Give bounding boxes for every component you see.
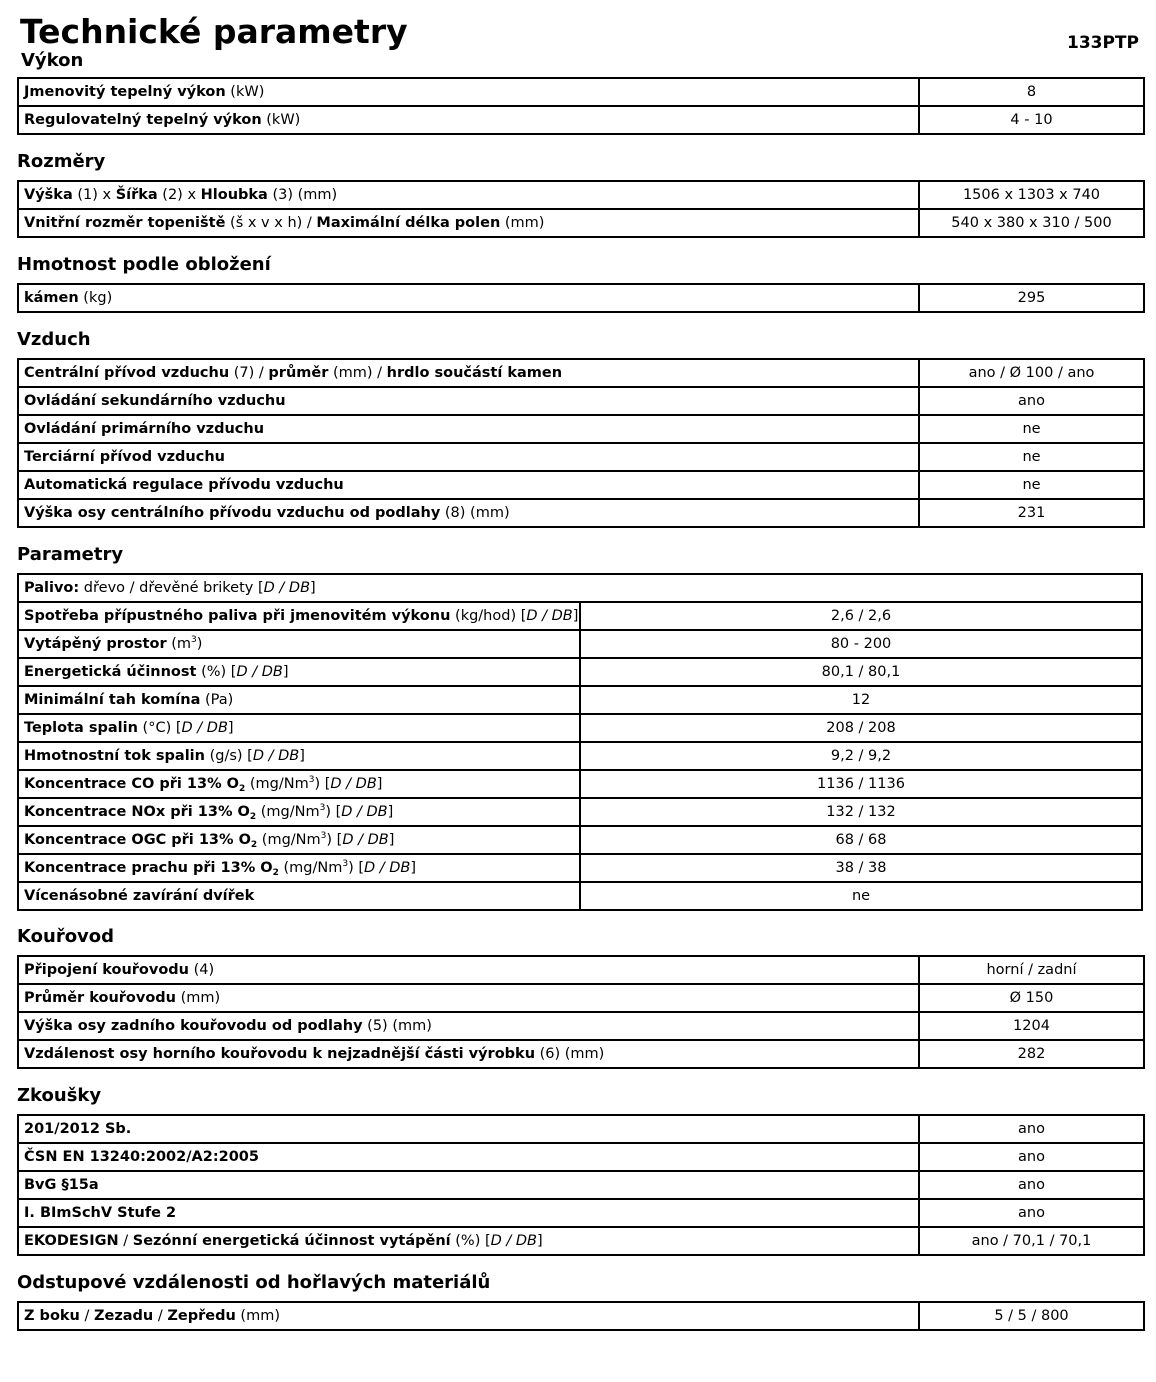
param-label: Energetická účinnost (%) [D / DB] — [18, 658, 580, 686]
param-label: Hmotnostní tok spalin (g/s) [D / DB] — [18, 742, 580, 770]
param-label: Palivo: dřevo / dřevěné brikety [D / DB] — [18, 574, 1142, 602]
param-label: Koncentrace CO při 13% $O_2$ (mg/Nm$^3$) [D / DB] — [18, 770, 580, 798]
param-label: Výška osy zadního kouřovodu od podlahy (5) (mm) — [18, 1012, 919, 1040]
section-title: Hmotnost podle obložení — [17, 254, 271, 275]
param-label: Koncentrace NOx při 13% $O_2$ (mg/Nm$^3$) [D / DB] — [18, 798, 580, 826]
param-value: 5 / 5 / 800 — [919, 1302, 1144, 1330]
section-title: Parametry — [17, 544, 124, 565]
param-label: Průměr kouřovodu (mm) — [18, 984, 919, 1012]
table-row — [18, 1012, 1144, 1040]
param-label: EKODESIGN / Sezónní energetická účinnost vytápění (%) [D / DB] — [18, 1227, 919, 1255]
table-row — [18, 574, 1142, 602]
table-row — [18, 854, 1142, 882]
param-value: Ø 150 — [919, 984, 1144, 1012]
param-label: BvG §15a — [18, 1171, 919, 1199]
param-label: Ovládání primárního vzduchu — [18, 415, 919, 443]
param-value: horní / zadní — [919, 956, 1144, 984]
param-value: ano — [919, 1199, 1144, 1227]
table-row — [18, 78, 1144, 106]
param-label: Vícenásobné zavírání dvířek — [18, 882, 580, 910]
param-label: Výška osy centrálního přívodu vzduchu od podlahy (8) (mm) — [18, 499, 919, 527]
param-value: 12 — [580, 686, 1142, 714]
table-row — [18, 471, 1144, 499]
table-row — [18, 284, 1144, 312]
table-row — [18, 602, 1142, 630]
table-row — [18, 984, 1144, 1012]
table-row — [18, 1302, 1144, 1330]
param-value: ano — [919, 1115, 1144, 1143]
param-label: Z boku / Zezadu / Zepředu (mm) — [18, 1302, 919, 1330]
spec-table — [17, 358, 1145, 528]
param-value: 1204 — [919, 1012, 1144, 1040]
spec-table — [17, 1301, 1145, 1331]
table-row — [18, 956, 1144, 984]
param-value: ne — [580, 882, 1142, 910]
param-label: 201/2012 Sb. — [18, 1115, 919, 1143]
param-value: ano / 70,1 / 70,1 — [919, 1227, 1144, 1255]
param-value: 295 — [919, 284, 1144, 312]
table-row — [18, 658, 1142, 686]
table-row — [18, 798, 1142, 826]
param-label: kámen (kg) — [18, 284, 919, 312]
param-value: 68 / 68 — [580, 826, 1142, 854]
param-value: 282 — [919, 1040, 1144, 1068]
param-value: ano — [919, 1143, 1144, 1171]
param-label: Automatická regulace přívodu vzduchu — [18, 471, 919, 499]
param-label: Terciární přívod vzduchu — [18, 443, 919, 471]
table-row — [18, 714, 1142, 742]
param-value: ano — [919, 1171, 1144, 1199]
param-label: Ovládání sekundárního vzduchu — [18, 387, 919, 415]
table-row — [18, 630, 1142, 658]
param-label: Připojení kouřovodu (4) — [18, 956, 919, 984]
spec-table — [17, 955, 1145, 1069]
param-label: ČSN EN 13240:2002/A2:2005 — [18, 1143, 919, 1171]
param-label: I. BImSchV Stufe 2 — [18, 1199, 919, 1227]
page-title: Technické parametry — [20, 12, 408, 51]
section-title: Vzduch — [17, 329, 91, 350]
table-row — [18, 686, 1142, 714]
table-row — [18, 443, 1144, 471]
param-value: 9,2 / 9,2 — [580, 742, 1142, 770]
param-value: ano / Ø 100 / ano — [919, 359, 1144, 387]
param-label: Koncentrace prachu při 13% $O_2$ (mg/Nm$^3$) [D / DB] — [18, 854, 580, 882]
param-label: Regulovatelný tepelný výkon (kW) — [18, 106, 919, 134]
param-label: Vytápěný prostor $(m^3)$ — [18, 630, 580, 658]
table-row — [18, 1199, 1144, 1227]
param-label: Vzdálenost osy horního kouřovodu k nejzadnější části výrobku (6) (mm) — [18, 1040, 919, 1068]
param-label: Vnitřní rozměr topeniště (š x v x h) / Maximální délka polen (mm) — [18, 209, 919, 237]
param-value: 2,6 / 2,6 — [580, 602, 1142, 630]
param-value: 38 / 38 — [580, 854, 1142, 882]
spec-table — [17, 1114, 1145, 1256]
param-label: Teplota spalin (°C) [D / DB] — [18, 714, 580, 742]
table-row — [18, 387, 1144, 415]
spec-table — [17, 180, 1145, 238]
table-row — [18, 1227, 1144, 1255]
table-row — [18, 826, 1142, 854]
param-label: Výška (1) x Šířka (2) x Hloubka (3) (mm) — [18, 181, 919, 209]
spec-table — [17, 573, 1143, 911]
table-row — [18, 1143, 1144, 1171]
spec-table — [17, 283, 1145, 313]
param-label: Koncentrace OGC při 13% $O_2$ (mg/Nm$^3$) [D / DB] — [18, 826, 580, 854]
table-row — [18, 359, 1144, 387]
param-value: ne — [919, 471, 1144, 499]
param-value: 80 - 200 — [580, 630, 1142, 658]
section-title: Rozměry — [17, 151, 106, 172]
table-row — [18, 882, 1142, 910]
table-row — [18, 1171, 1144, 1199]
table-row — [18, 770, 1142, 798]
section-title: Odstupové vzdálenosti od hořlavých materiálů — [17, 1272, 491, 1293]
section-title: Výkon — [21, 50, 84, 71]
param-label: Centrální přívod vzduchu (7) / průměr (mm) / hrdlo součástí kamen — [18, 359, 919, 387]
table-row — [18, 1115, 1144, 1143]
param-value: 1506 x 1303 x 740 — [919, 181, 1144, 209]
table-row — [18, 742, 1142, 770]
table-row — [18, 499, 1144, 527]
table-row — [18, 1040, 1144, 1068]
model-code: 133PTP — [1066, 33, 1139, 53]
param-value: 80,1 / 80,1 — [580, 658, 1142, 686]
param-label: Jmenovitý tepelný výkon (kW) — [18, 78, 919, 106]
table-row — [18, 106, 1144, 134]
table-row — [18, 209, 1144, 237]
param-label: Minimální tah komína (Pa) — [18, 686, 580, 714]
param-value: 8 — [919, 78, 1144, 106]
param-label: Spotřeba přípustného paliva při jmenovitém výkonu (kg/hod) [D / DB] — [18, 602, 580, 630]
param-value: 208 / 208 — [580, 714, 1142, 742]
param-value: ne — [919, 415, 1144, 443]
param-value: 4 - 10 — [919, 106, 1144, 134]
param-value: ne — [919, 443, 1144, 471]
param-value: 1136 / 1136 — [580, 770, 1142, 798]
param-value: 540 x 380 x 310 / 500 — [919, 209, 1144, 237]
param-value: ano — [919, 387, 1144, 415]
section-title: Zkoušky — [17, 1085, 102, 1106]
param-value: 231 — [919, 499, 1144, 527]
param-value: 132 / 132 — [580, 798, 1142, 826]
table-row — [18, 415, 1144, 443]
table-row — [18, 181, 1144, 209]
spec-table — [17, 77, 1145, 135]
section-title: Kouřovod — [17, 926, 115, 947]
